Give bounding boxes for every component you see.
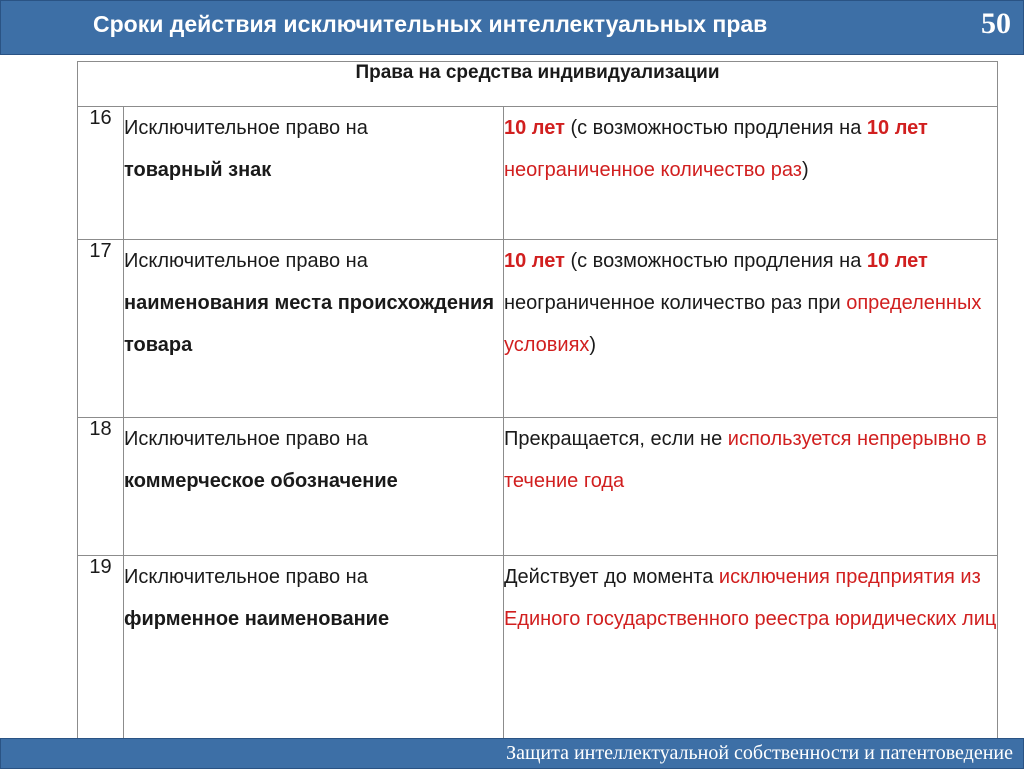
section-title: Права на средства индивидуализации [78,62,998,107]
term-highlight: исключения предприятия из Единого государственного реестра юридических лиц [504,566,997,630]
footer-text: Защита интеллектуальной собственности и патентоведение [506,742,1013,764]
table-row [78,556,998,741]
right-description [124,240,504,418]
row-number: 16 [78,107,124,240]
description-object: коммерческое обозначение [124,470,398,492]
right-description [124,556,504,741]
term-text: Действует до момента [504,566,719,588]
row-number: 18 [78,418,124,556]
table-row [78,240,998,418]
term-years: 10 лет [504,250,565,272]
description-text: Исключительное право на [124,117,368,139]
description-object: фирменное наименование [124,608,390,630]
right-term [504,418,998,556]
term-text: (с возможностью продления на [564,117,867,139]
term-text: Прекращается, если не [504,428,728,450]
description-object: товарный знак [124,159,272,181]
description-object: наименования места происхождения товара [124,292,495,356]
row-number: 17 [78,240,124,418]
term-years: 10 лет [866,250,928,272]
term-years: 10 лет [866,117,928,139]
rights-table [77,61,998,741]
term-years: 10 лет [504,117,565,139]
term-text: ) [801,159,809,181]
slide-title: Сроки действия исключительных интеллектуальных прав [93,11,768,37]
slide-header [0,0,1024,55]
row-number: 19 [78,556,124,741]
term-highlight: определенных условиях [504,292,982,356]
table-row [78,418,998,556]
term-highlight: неограниченное количество раз [504,159,802,181]
description-text: Исключительное право на [124,428,368,450]
term-text: неограниченное количество раз при [504,292,847,314]
term-text: (с возможностью продления на [564,250,867,272]
right-term [504,240,998,418]
right-term [504,556,998,741]
slide-footer [0,738,1024,769]
table-section-row [78,62,998,107]
term-text: ) [589,334,597,356]
right-description [124,107,504,240]
description-text: Исключительное право на [124,566,368,588]
description-text: Исключительное право на [124,250,368,272]
right-description [124,418,504,556]
table-row [78,107,998,240]
term-highlight: используется непрерывно в течение года [504,428,987,492]
right-term [504,107,998,240]
slide-number: 50 [981,7,1011,40]
